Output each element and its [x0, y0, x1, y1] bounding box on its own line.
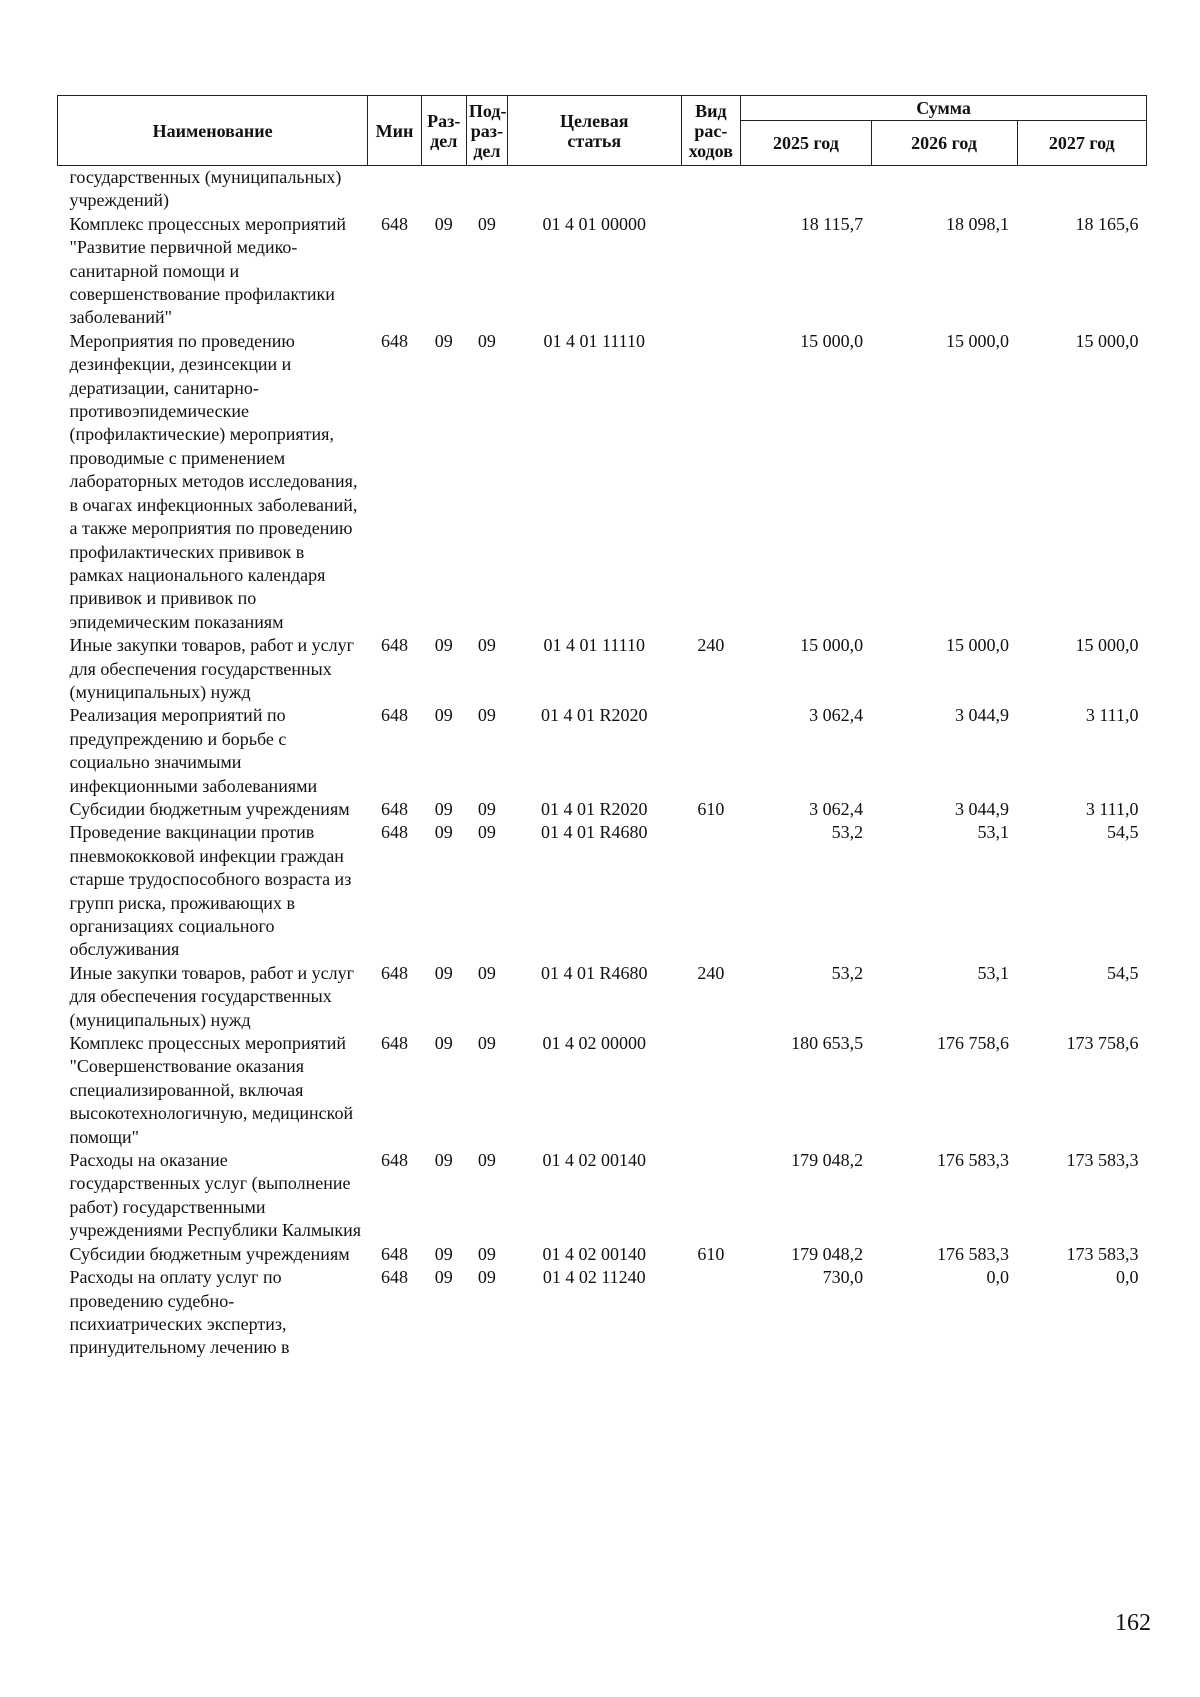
- cell-2025: 53,2: [831, 962, 864, 983]
- cell-name: Комплекс процессных мероприятий "Развитие первичной медико-санитарной помощи и совершенствование профилактики заболеваний": [69, 213, 347, 328]
- cell-razdel: 09: [434, 962, 453, 983]
- cell-min: 648: [380, 1150, 408, 1171]
- cell-min: 648: [380, 1267, 408, 1288]
- page-number: 162: [1115, 1610, 1151, 1636]
- cell-2026: 3 044,9: [955, 705, 1009, 726]
- cell-celevaya: 01 4 01 R4680: [541, 962, 648, 983]
- cell-2026: 176 583,3: [937, 1243, 1009, 1264]
- cell-2027: 18 165,6: [1075, 213, 1139, 234]
- cell-2027: 15 000,0: [1075, 330, 1139, 351]
- cell-celevaya: 01 4 02 00140: [542, 1150, 647, 1171]
- cell-min: 648: [380, 330, 408, 351]
- cell-razdel: 09: [434, 1243, 453, 1264]
- cell-celevaya: 01 4 01 R4680: [541, 822, 648, 843]
- cell-min: 648: [380, 1033, 408, 1054]
- cell-2025: 179 048,2: [791, 1150, 864, 1171]
- table-row: [58, 634, 1147, 704]
- cell-2026: 53,1: [977, 962, 1009, 983]
- cell-name: Комплекс процессных мероприятий "Совершенствование оказания специализированной, включая высокотехнологичную, медицинской помощи": [69, 1033, 354, 1147]
- header-year-2025: 2025 год: [741, 121, 871, 166]
- cell-2025: 3 062,4: [809, 798, 864, 819]
- cell-min: 648: [380, 798, 408, 819]
- cell-podrazdel: 09: [477, 330, 496, 351]
- table-row: [58, 704, 1147, 798]
- cell-razdel: 09: [434, 1033, 453, 1054]
- cell-razdel: 09: [434, 798, 453, 819]
- cell-vid: 610: [697, 1243, 725, 1264]
- cell-2026: 3 044,9: [955, 798, 1009, 819]
- cell-podrazdel: [466, 166, 507, 213]
- cell-2025: 3 062,4: [809, 705, 864, 726]
- header-name: Наименование: [58, 96, 368, 166]
- cell-vid: [681, 1266, 741, 1360]
- cell-vid: 610: [697, 798, 725, 819]
- table-row: [58, 1266, 1147, 1360]
- cell-2026: 0,0: [986, 1267, 1009, 1288]
- cell-2025: [741, 166, 871, 213]
- header-year-2026: 2026 год: [871, 121, 1017, 166]
- cell-name: Расходы на оплату услуг по проведению судебно-психиатрических экспертиз, принудительному лечению в: [69, 1267, 290, 1358]
- cell-celevaya: 01 4 02 00000: [542, 1033, 647, 1054]
- cell-vid: [681, 166, 741, 213]
- cell-celevaya: 01 4 02 11240: [542, 1267, 646, 1288]
- cell-razdel: [421, 166, 466, 213]
- cell-2027: 173 583,3: [1066, 1150, 1139, 1171]
- cell-name: Проведение вакцинации против пневмококковой инфекции граждан старше трудоспособного возраста из групп риска, проживающих в организациях социального обслуживания: [69, 822, 352, 960]
- cell-razdel: 09: [434, 1150, 453, 1171]
- cell-min: 648: [380, 1243, 408, 1264]
- cell-2025: 179 048,2: [791, 1243, 864, 1264]
- cell-razdel: 09: [434, 635, 453, 656]
- cell-celevaya: 01 4 01 11110: [543, 330, 646, 351]
- cell-2025: 53,2: [831, 822, 864, 843]
- cell-2025: 730,0: [822, 1267, 864, 1288]
- cell-celevaya: 01 4 01 R2020: [541, 705, 648, 726]
- cell-podrazdel: 09: [477, 1150, 496, 1171]
- cell-podrazdel: 09: [477, 1033, 496, 1054]
- header-min: Мин: [368, 96, 421, 166]
- cell-celevaya: 01 4 01 11110: [543, 635, 646, 656]
- cell-2027: 15 000,0: [1075, 635, 1139, 656]
- cell-razdel: 09: [434, 1267, 453, 1288]
- cell-2025: 180 653,5: [791, 1033, 864, 1054]
- table-row: [58, 821, 1147, 961]
- cell-2027: 3 111,0: [1085, 705, 1139, 726]
- cell-2026: 15 000,0: [946, 635, 1009, 656]
- cell-vid: 240: [697, 635, 725, 656]
- header-razdel: Раз- дел: [421, 96, 466, 166]
- cell-2027: 173 758,6: [1066, 1033, 1139, 1054]
- cell-celevaya: 01 4 02 00140: [542, 1243, 647, 1264]
- cell-podrazdel: 09: [477, 798, 496, 819]
- cell-celevaya: 01 4 01 00000: [542, 213, 647, 234]
- cell-2026: [871, 166, 1017, 213]
- cell-vid: [681, 1149, 741, 1243]
- cell-razdel: 09: [434, 330, 453, 351]
- cell-2026: 176 583,3: [937, 1150, 1009, 1171]
- cell-podrazdel: 09: [477, 962, 496, 983]
- cell-2025: 18 115,7: [800, 213, 864, 234]
- cell-vid: [681, 704, 741, 798]
- cell-2027: 173 583,3: [1066, 1243, 1139, 1264]
- cell-name: Иные закупки товаров, работ и услуг для обеспечения государственных (муниципальных) нужд: [69, 962, 354, 1030]
- table-row: [58, 166, 1147, 213]
- table-row: [58, 798, 1147, 821]
- table-row: [58, 962, 1147, 1032]
- cell-2027: 0,0: [1116, 1267, 1139, 1288]
- cell-name: Субсидии бюджетным учреждениям: [69, 798, 350, 819]
- cell-vid: [681, 213, 741, 330]
- cell-podrazdel: 09: [477, 635, 496, 656]
- cell-vid: [681, 330, 741, 634]
- cell-min: [368, 166, 421, 213]
- cell-celevaya: [507, 166, 681, 213]
- table-header: [58, 96, 1147, 166]
- cell-vid: [681, 821, 741, 961]
- cell-min: 648: [380, 962, 408, 983]
- header-podrazdel: Под- раз- дел: [466, 96, 507, 166]
- cell-2026: 15 000,0: [946, 330, 1009, 351]
- header-summa: Сумма: [741, 96, 1147, 121]
- cell-name: Субсидии бюджетным учреждениям: [69, 1243, 350, 1264]
- cell-razdel: 09: [434, 822, 453, 843]
- cell-razdel: 09: [434, 213, 453, 234]
- cell-2027: [1017, 166, 1147, 213]
- cell-name: Иные закупки товаров, работ и услуг для обеспечения государственных (муниципальных) нужд: [69, 635, 354, 702]
- cell-2026: 176 758,6: [937, 1033, 1009, 1054]
- cell-name: государственных (муниципальных) учреждений): [69, 167, 342, 211]
- table-row: [58, 1149, 1147, 1243]
- budget-table: [57, 95, 1147, 1360]
- cell-name: Реализация мероприятий по предупреждению и борьбе с социально значимыми инфекционными заболеваниями: [69, 705, 318, 796]
- cell-2025: 15 000,0: [800, 635, 864, 656]
- cell-2027: 54,5: [1107, 962, 1139, 983]
- cell-min: 648: [380, 822, 408, 843]
- cell-2025: 15 000,0: [800, 330, 864, 351]
- cell-min: 648: [380, 705, 408, 726]
- table-row: [58, 1032, 1147, 1149]
- cell-name: Мероприятия по проведению дезинфекции, дезинсекции и дератизации, санитарно-противоэпидемические (профилактические) мероприятия, проводимые с применением лабораторных методов исследования, в очагах инфекционных заболеваний, а также мероприятия по проведению профилактических прививок в рамках национального календаря прививок и прививок по эпидемическим показаниям: [69, 330, 358, 632]
- cell-2027: 54,5: [1107, 822, 1139, 843]
- cell-2026: 53,1: [977, 822, 1009, 843]
- header-vid: Вид рас- ходов: [681, 96, 741, 166]
- cell-razdel: 09: [434, 705, 453, 726]
- cell-celevaya: 01 4 01 R2020: [541, 798, 648, 819]
- table-row: [58, 1243, 1147, 1266]
- cell-vid: [681, 1032, 741, 1149]
- table-row: [58, 213, 1147, 330]
- header-year-2027: 2027 год: [1017, 121, 1147, 166]
- table-row: [58, 330, 1147, 634]
- cell-podrazdel: 09: [477, 1267, 496, 1288]
- cell-vid: 240: [697, 962, 725, 983]
- cell-min: 648: [380, 635, 408, 656]
- cell-name: Расходы на оказание государственных услуг (выполнение работ) государственными учреждениями Республики Калмыкия: [69, 1150, 362, 1241]
- table-body: [58, 166, 1147, 1360]
- cell-podrazdel: 09: [477, 213, 496, 234]
- cell-2026: 18 098,1: [946, 213, 1009, 234]
- cell-podrazdel: 09: [477, 705, 496, 726]
- cell-2027: 3 111,0: [1085, 798, 1139, 819]
- cell-podrazdel: 09: [477, 822, 496, 843]
- cell-min: 648: [380, 213, 408, 234]
- cell-podrazdel: 09: [477, 1243, 496, 1264]
- header-celevaya: Целевая статья: [507, 96, 681, 166]
